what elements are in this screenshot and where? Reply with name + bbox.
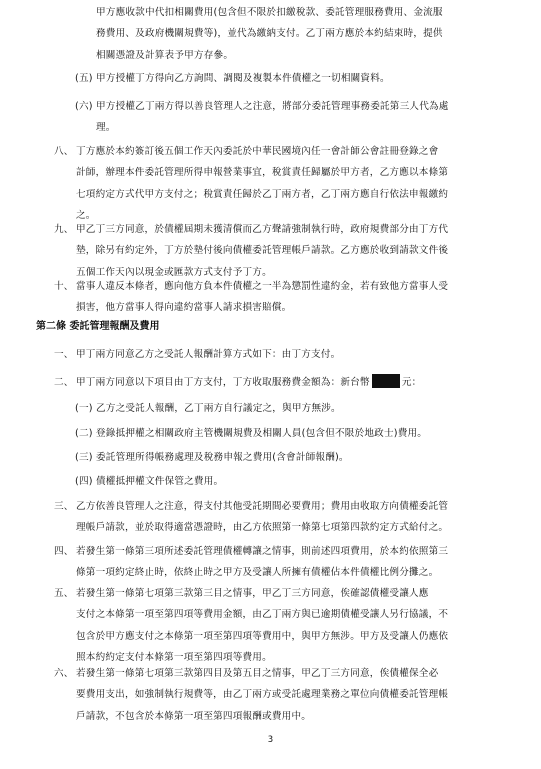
- section-number: 十、: [54, 281, 74, 292]
- text-line: 甲方授權乙丁兩方得以善良管理人之注意，將部分委託管理事務委託第三人代為處: [96, 101, 449, 112]
- text-line: 丁方應於本約簽訂後五個工作天內委託於中華民國境內任一會計師公會註冊登錄之會: [76, 146, 439, 157]
- text-line: 之。: [76, 209, 96, 221]
- item-number: (五): [75, 73, 93, 84]
- text-line: 務費用、及政府機關規費等)，並代為繳納支付。乙丁兩方應於本約結束時，提供: [96, 28, 443, 40]
- section-number: 三、: [54, 501, 74, 512]
- text-line: 乙方依善良管理人之注意，得支付其他受託期間必要費用；費用由收取方向債權委託管: [76, 501, 449, 512]
- article2-item-6: [54, 663, 449, 727]
- fee-text-after: 元：: [401, 377, 422, 388]
- section-number: 八、: [54, 146, 74, 157]
- text-line: 七項約定方式代甲方支付之；稅賞責任歸於乙丁兩方者，乙丁兩方應自行依法申報繳約: [76, 188, 449, 200]
- article2-item-1: [54, 344, 341, 365]
- text-line: 登錄抵押權之相關政府主管機關規費及相關人員(包含但不限於地政士)費用。: [96, 428, 428, 439]
- item-number: (二): [75, 428, 93, 439]
- text-line: 墊，除另有約定外，丁方於墊付後向債權委託管理帳戶請款。乙方應於收到請款文件後: [76, 245, 449, 257]
- section-number: 五、: [54, 588, 74, 599]
- section-number: 四、: [54, 546, 74, 557]
- text-line: 債權抵押權文件保管之費用。: [96, 476, 224, 487]
- article2-item-3: [54, 496, 449, 539]
- item-number: (四): [75, 476, 93, 487]
- text-line: 包含於甲方應支付之本條第一項至第四項等費用中，與甲方無涉。甲方及受讓人仍應依: [76, 630, 449, 642]
- text-line: 甲乙丁三方同意，於債權屆期未獲清償而乙方聲請強制執行時，政府規費部分由丁方代: [76, 224, 449, 235]
- text-line: 要費用支出，如強制執行規費等，由乙丁兩方或受託處理業務之單位向債權委託管理帳: [76, 689, 449, 701]
- text-line: 五個工作天內以現金或匯款方式支付予丁方。: [76, 266, 272, 278]
- section-number: 一、: [54, 349, 74, 360]
- sub-item-4: [75, 471, 224, 492]
- item-number: (三): [75, 452, 93, 463]
- text-line: 若發生第一條第七項第三款第四目及第五目之情事，甲乙丁三方同意，俟債權保全必: [76, 668, 439, 679]
- text-line: 理帳戶請款，並於取得適當憑證時，由乙方依照第一條第七項第四款約定方式給付之。: [76, 522, 449, 534]
- section-number: 六、: [54, 668, 74, 679]
- fee-text-before: 甲丁兩方同意以下項目由丁方支付，丁方收取服務費金額為：新台幣: [76, 377, 370, 388]
- article2-item-2: [54, 372, 422, 393]
- section-number: 二、: [54, 377, 74, 388]
- text-line: [76, 372, 421, 393]
- text-line: 損害，他方當事人得向違約當事人請求損害賠償。: [76, 302, 292, 314]
- text-line: 戶請款，不包含於本條第一項至第四項報酬或費用中。: [76, 710, 312, 722]
- article-heading: 第二條 委託管理報酬及費用: [36, 321, 160, 332]
- text-line: 乙方之受託人報酬，乙丁兩方自行議定之，與甲方無涉。: [96, 403, 341, 414]
- text-line: 甲方應收款中代扣相關費用(包含但不限於扣繳稅款、委託管理服務費用、金流服: [96, 7, 443, 18]
- text-line: 甲丁兩方同意乙方之受託人報酬計算方式如下：由丁方支付。: [76, 349, 341, 360]
- section-9: [54, 219, 449, 283]
- text-line: 若發生第一條第七項第三款第三目之情事，甲乙丁三方同意，俟確認債權受讓人應: [76, 588, 429, 599]
- article2-item-4: [54, 541, 449, 584]
- section-8: [54, 141, 449, 226]
- sub-item-2: [75, 423, 428, 444]
- page-number: 3: [267, 735, 274, 745]
- continued-paragraph: [96, 2, 443, 66]
- section-number: 九、: [54, 224, 74, 235]
- item-number: (一): [75, 403, 93, 414]
- text-line: 若發生第一條第三項所述委託管理債權轉讓之情事，則前述四項費用，於本約依照第三: [76, 546, 449, 557]
- text-line: 相關憑證及計算表予甲方存參。: [96, 49, 234, 61]
- article2-item-5: [54, 583, 449, 668]
- sub-item-1: [75, 398, 341, 419]
- text-line: 支付之本條第一項至第四項等費用金額，由乙丁兩方與已逾期債權受讓人另行協議，不: [76, 609, 449, 621]
- item-number: (六): [75, 101, 93, 112]
- text-line: 計師，辦理本件委託管理所得申報營業事宜，稅賞責任歸屬於甲方者，乙方應以本條第: [76, 167, 449, 179]
- section-10: [54, 276, 449, 319]
- text-line: 甲方授權丁方得向乙方詢問、調閱及複製本件債權之一切相關資料。: [96, 73, 390, 84]
- text-line: 照本約約定支付本條第一項至第四項等費用。: [76, 651, 272, 663]
- text-line: 理。: [96, 122, 116, 134]
- text-line: 條第一項約定終止時，依終止時之甲方及受讓人所擁有債權佔本件債權比例分攤之。: [76, 567, 439, 579]
- clause-item-6: [75, 96, 449, 139]
- text-line: 委託管理所得帳務處理及稅務申報之費用(含會計師報酬)。: [96, 452, 349, 463]
- clause-item-5: [75, 68, 390, 89]
- text-line: 當事人違反本條者，應向他方負本件債權之一半為懲罰性違約金，若有致他方當事人受: [76, 281, 449, 292]
- redacted-amount: [372, 374, 400, 388]
- sub-item-3: [75, 447, 349, 468]
